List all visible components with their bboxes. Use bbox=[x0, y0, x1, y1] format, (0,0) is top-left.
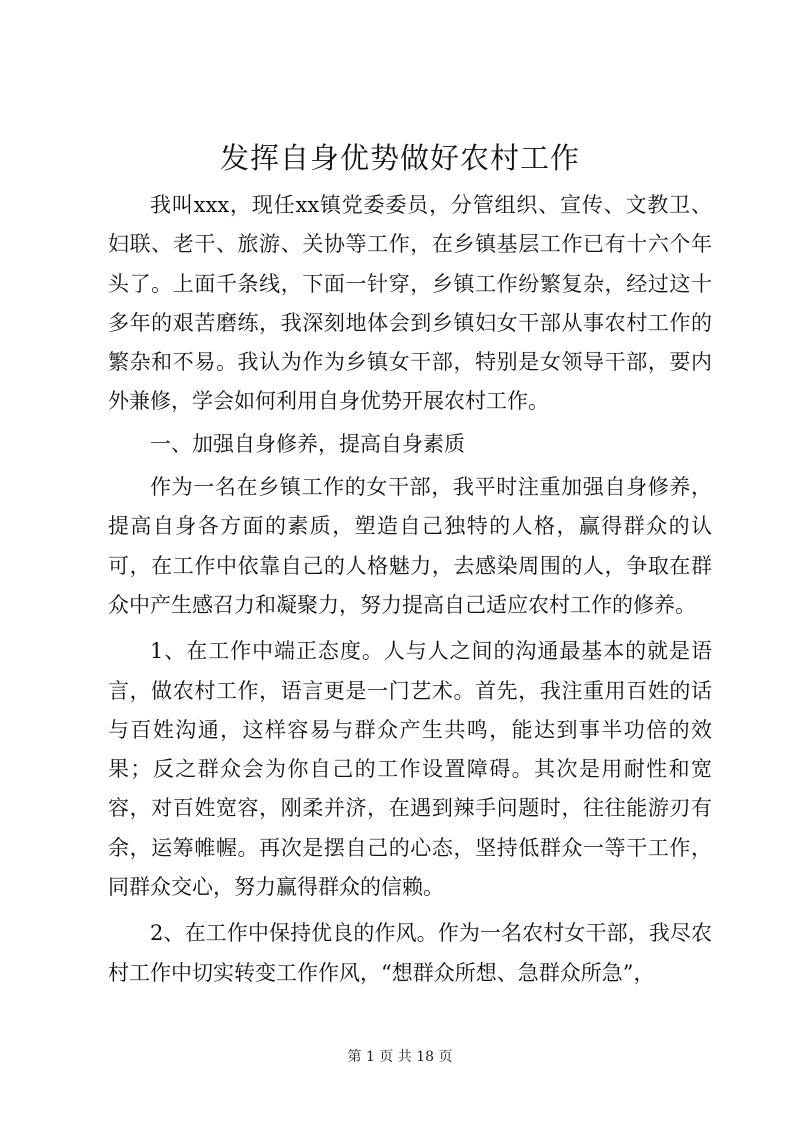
paragraph-point-1: 1、在工作中端正态度。人与人之间的沟通最基本的就是语言，做农村工作，语言更是一门艺术。首先，我注重用百姓的话与百姓沟通，这样容易与群众产生共鸣，能达到事半功倍的效果；反之群众会为你自己的工作设置障碍。其次是用耐性和宽容，对百姓宽容，刚柔并济，在遇到辣手问题时，往往能游刃有余，运筹帷幄。再次是摆自己的心态，坚持低群众一等干工作，同群众交心，努力赢得群众的信赖。 bbox=[108, 639, 712, 900]
section-heading-1: 一、加强自身修养，提高自身素质 bbox=[150, 431, 465, 456]
paragraph-intro: 我叫xxx，现任xx镇党委委员，分管组织、宣传、文教卫、妇联、老干、旅游、关协等工作，在乡镇基层工作已有十六个年头了。上面千条线，下面一针穿，乡镇工作纷繁复杂，经过这十多年的艰苦磨练，我深刻地体会到乡镇妇女干部从事农村工作的繁杂和不易。我认为作为乡镇女干部，特别是女领导干部，要内外兼修，学会如何利用自身优势开展农村工作。 bbox=[108, 193, 712, 414]
paragraph-point-2: 2、在工作中保持优良的作风。作为一名农村女干部，我尽农村工作中切实转变工作作风，“想群众所想、急群众所急”， bbox=[108, 921, 712, 985]
paragraph-section-1: 作为一名在乡镇工作的女干部，我平时注重加强自身修养，提高自身各方面的素质，塑造自己独特的人格，赢得群众的认可，在工作中依靠自己的人格魅力，去感染周围的人，争取在群众中产生感召力和凝聚力，努力提高自己适应农村工作的修养。 bbox=[108, 475, 712, 617]
document-body bbox=[108, 186, 712, 993]
document-title: 发挥自身优势做好农村工作 bbox=[219, 141, 580, 175]
page-number-footer: 第 1 页 共 18 页 bbox=[347, 1049, 453, 1065]
